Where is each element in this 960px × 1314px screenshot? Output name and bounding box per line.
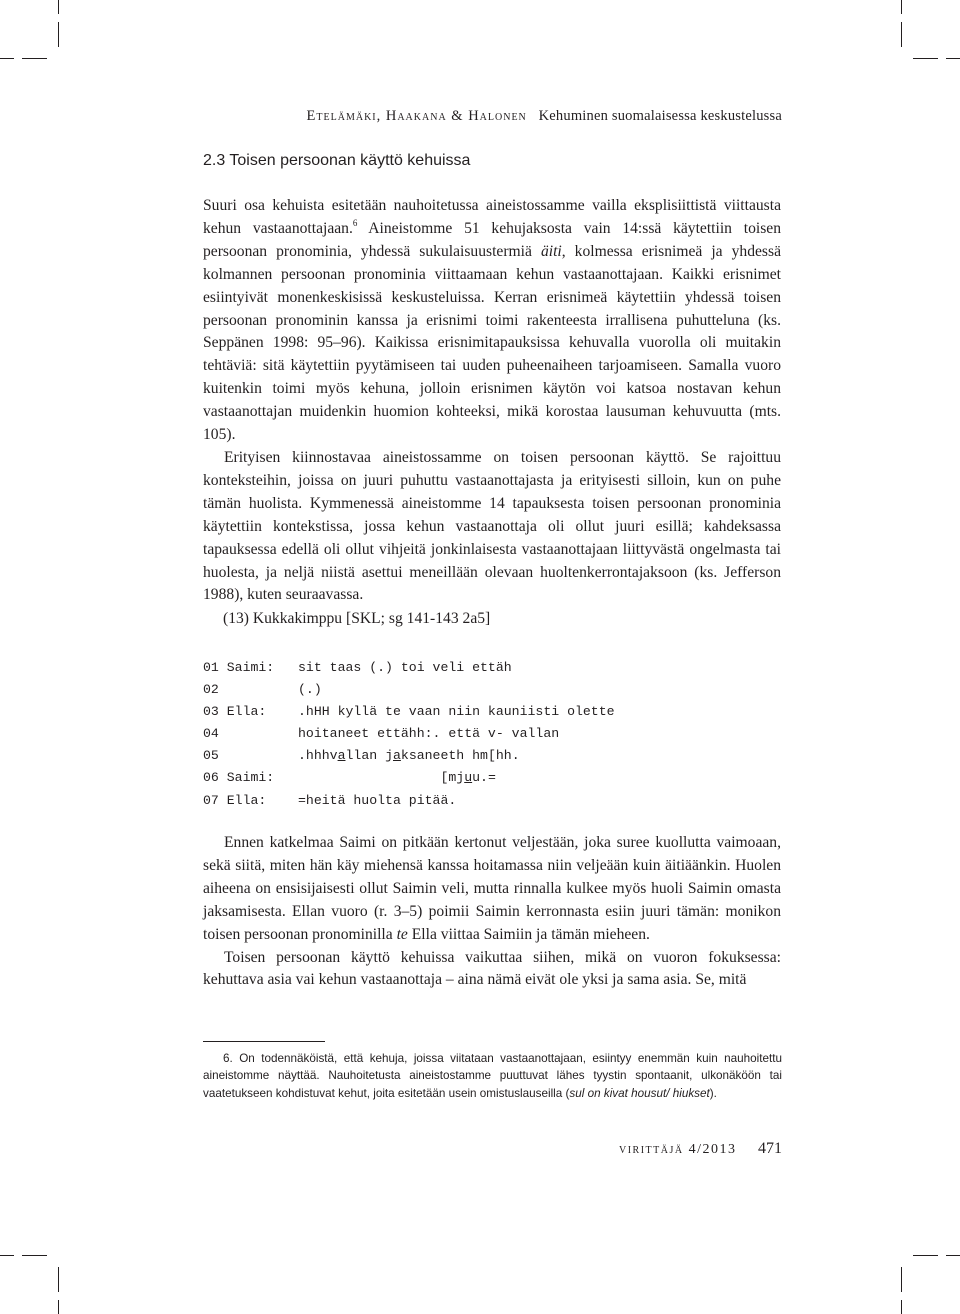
section-title: Toisen persoonan käyttö kehuissa [229, 152, 471, 169]
transcript-line [203, 767, 615, 789]
footnote-divider [203, 1041, 325, 1042]
transcript-line [203, 790, 615, 812]
crop-mark [913, 58, 938, 59]
paragraph-1: Suuri osa kehuista esitetään nauhoitetussa aineistossamme vailla eksplisiittistä viittausta kehun vastaanottajaan.$^6$ Aineistomme 51 kehujaksosta vain 14:ssä käytettiin toisen persoonan pronominia, yhdessä sukulaisuustermiä äiti, kolmessa erisnimeä ja yhdessä kolmannen persoonan pronominia viittaamaan kehun vastaanottajaan. Kaikki erisnimet esiintyivät monenkeskisissä keskusteluissa. Kerran erisnimeä käytettiin yhdessä toisen persoonan pronominin kanssa ja erisnimi toimi rakenteesta irrallisena puhutteluna (ks. Seppänen 1998: 95–96). Kaikissa erisnimitapauksissa kehuvalla vuorolla oli muitakin tehtäviä: sitä käytettiin pyytämiseen tai uuden puheenaiheen tarjoamiseen. Samalla vuoro kuitenkin toimi myös kehuna, jolloin erisnimen käytön voi katsoa nostavan kehun vastaanottajan muidenkin huomion kohteeksi, mikä korostaa lausuman kehuvuutta (mts. 105). [203, 197, 781, 444]
crop-mark [901, 1267, 902, 1292]
line-text: .hhhvallan jaksaneeth hm[hh. [298, 748, 520, 764]
paragraph-3: Ennen katkelmaa Saimi on pitkään kertonut veljestään, joka suree kuollutta vaimoaan, sekä siitä, miten hän käy miehensä kanssa hoitamassa niin veljeään kuin äitiäänkin. Huolen aiheena on ensisijaisesti ollut Saimin veli, mutta rinnalla kulkee myös huoli Saimin omasta jaksamisesta. Ellan vuoro (r. 3–5) poimii Saimin kerronnasta esiin juuri tämän: monikon toisen persoonan pronominilla te Ella viittaa Saimiin ja tämän mieheen. [203, 834, 781, 943]
transcript-line [203, 679, 615, 701]
line-label: 05 [203, 748, 219, 764]
line-label: 06 Saimi: [203, 770, 275, 786]
crop-mark [0, 58, 14, 59]
running-footer [619, 1140, 782, 1158]
transcript-line [203, 657, 615, 679]
crop-mark [22, 58, 47, 59]
transcript-line [203, 723, 615, 745]
paragraph-4: Toisen persoonan käyttö kehuissa vaikuttaa siihen, mikä on vuoron fokuksessa: kehuttava asia vai kehun vastaanottaja – aina nämä eivät ole yksi ja sama asia. Se, mitä [203, 948, 781, 989]
example-title: (13) Kukkakimppu [SKL; sg 141-143 2a5] [223, 610, 491, 627]
page-number: 471 [758, 1140, 782, 1157]
crop-mark [901, 1300, 902, 1314]
paragraph-2: Erityisen kiinnostavaa aineistossamme on toisen persoonan käyttö. Se rajoittuu konteksteihin, joissa on juuri puhuttu vastaanottajasta ja erityisesti silloin, kun on puhe tämän huolista. Kymmenessä aineistomme 14 tapauksesta toisen persoonan pronominia käytettiin kontekstissa, jossa kehun vastaanottaja oli ollut juuri esillä; kahdeksassa tapauksessa edellä oli ollut vihjeitä jonkinlaisesta vastaanottajaan liittyvästä ongelmasta tai huolesta, ja neljä niistä asettui meneillään olevaan huoltenkerrontajaksoon (ks. Jefferson 1988), kuten seuraavassa. [203, 448, 781, 604]
crop-mark [946, 58, 960, 59]
footnote-ref: 6 [352, 217, 358, 228]
crop-mark [58, 0, 59, 14]
crop-mark [901, 0, 902, 14]
section-number: 2.3 [203, 152, 226, 169]
crop-mark [22, 1255, 47, 1256]
line-text: [mjuu.= [298, 770, 496, 786]
crop-mark [913, 1255, 938, 1256]
line-label: 04 [203, 726, 219, 742]
line-text: (.) [298, 682, 322, 698]
line-label: 07 Ella: [203, 792, 267, 808]
body-text-lower [203, 832, 781, 992]
section-heading [203, 152, 470, 170]
line-text: =heitä huolta pitää. [298, 792, 457, 808]
transcript-line [203, 745, 615, 767]
transcript [203, 657, 615, 812]
line-label: 03 Ella: [203, 704, 267, 720]
header-authors: Etelämäki, Haakana & Halonen [306, 108, 527, 124]
line-text: sit taas (.) toi veli ettäh [298, 660, 512, 675]
line-text: hoitaneet ettähh:. että v- vallan [298, 726, 560, 742]
transcript-line [203, 701, 615, 723]
crop-mark [0, 1255, 14, 1256]
crop-mark [58, 1267, 59, 1292]
crop-mark [58, 1300, 59, 1314]
crop-mark [946, 1255, 960, 1256]
header-article-title: Kehuminen suomalaisessa keskustelussa [538, 108, 782, 124]
journal-name: virittäjä 4/2013 [619, 1142, 737, 1157]
line-label: 02 [203, 682, 219, 698]
line-label: 01 Saimi: [203, 660, 275, 675]
body-text-upper [203, 195, 781, 607]
crop-mark [58, 22, 59, 47]
line-text: .hHH kyllä te vaan niin kauniisti olette [298, 704, 615, 720]
footnote: 6. On todennäköistä, että kehuja, joissa viitataan vastaanottajaan, esiintyy enemmän kuin nauhoitettu aineistomme näyttää. Nauhoitetusta aineistostamme puuttuvat lähes tyystin spontaanit, ulkonäköön tai vaatetukseen kohdistuvat kehut, joita esitetään usein omistuslauseilla (sul on kivat housut/ hiukset). [203, 1052, 782, 1100]
running-header [307, 108, 782, 125]
crop-mark [901, 22, 902, 47]
